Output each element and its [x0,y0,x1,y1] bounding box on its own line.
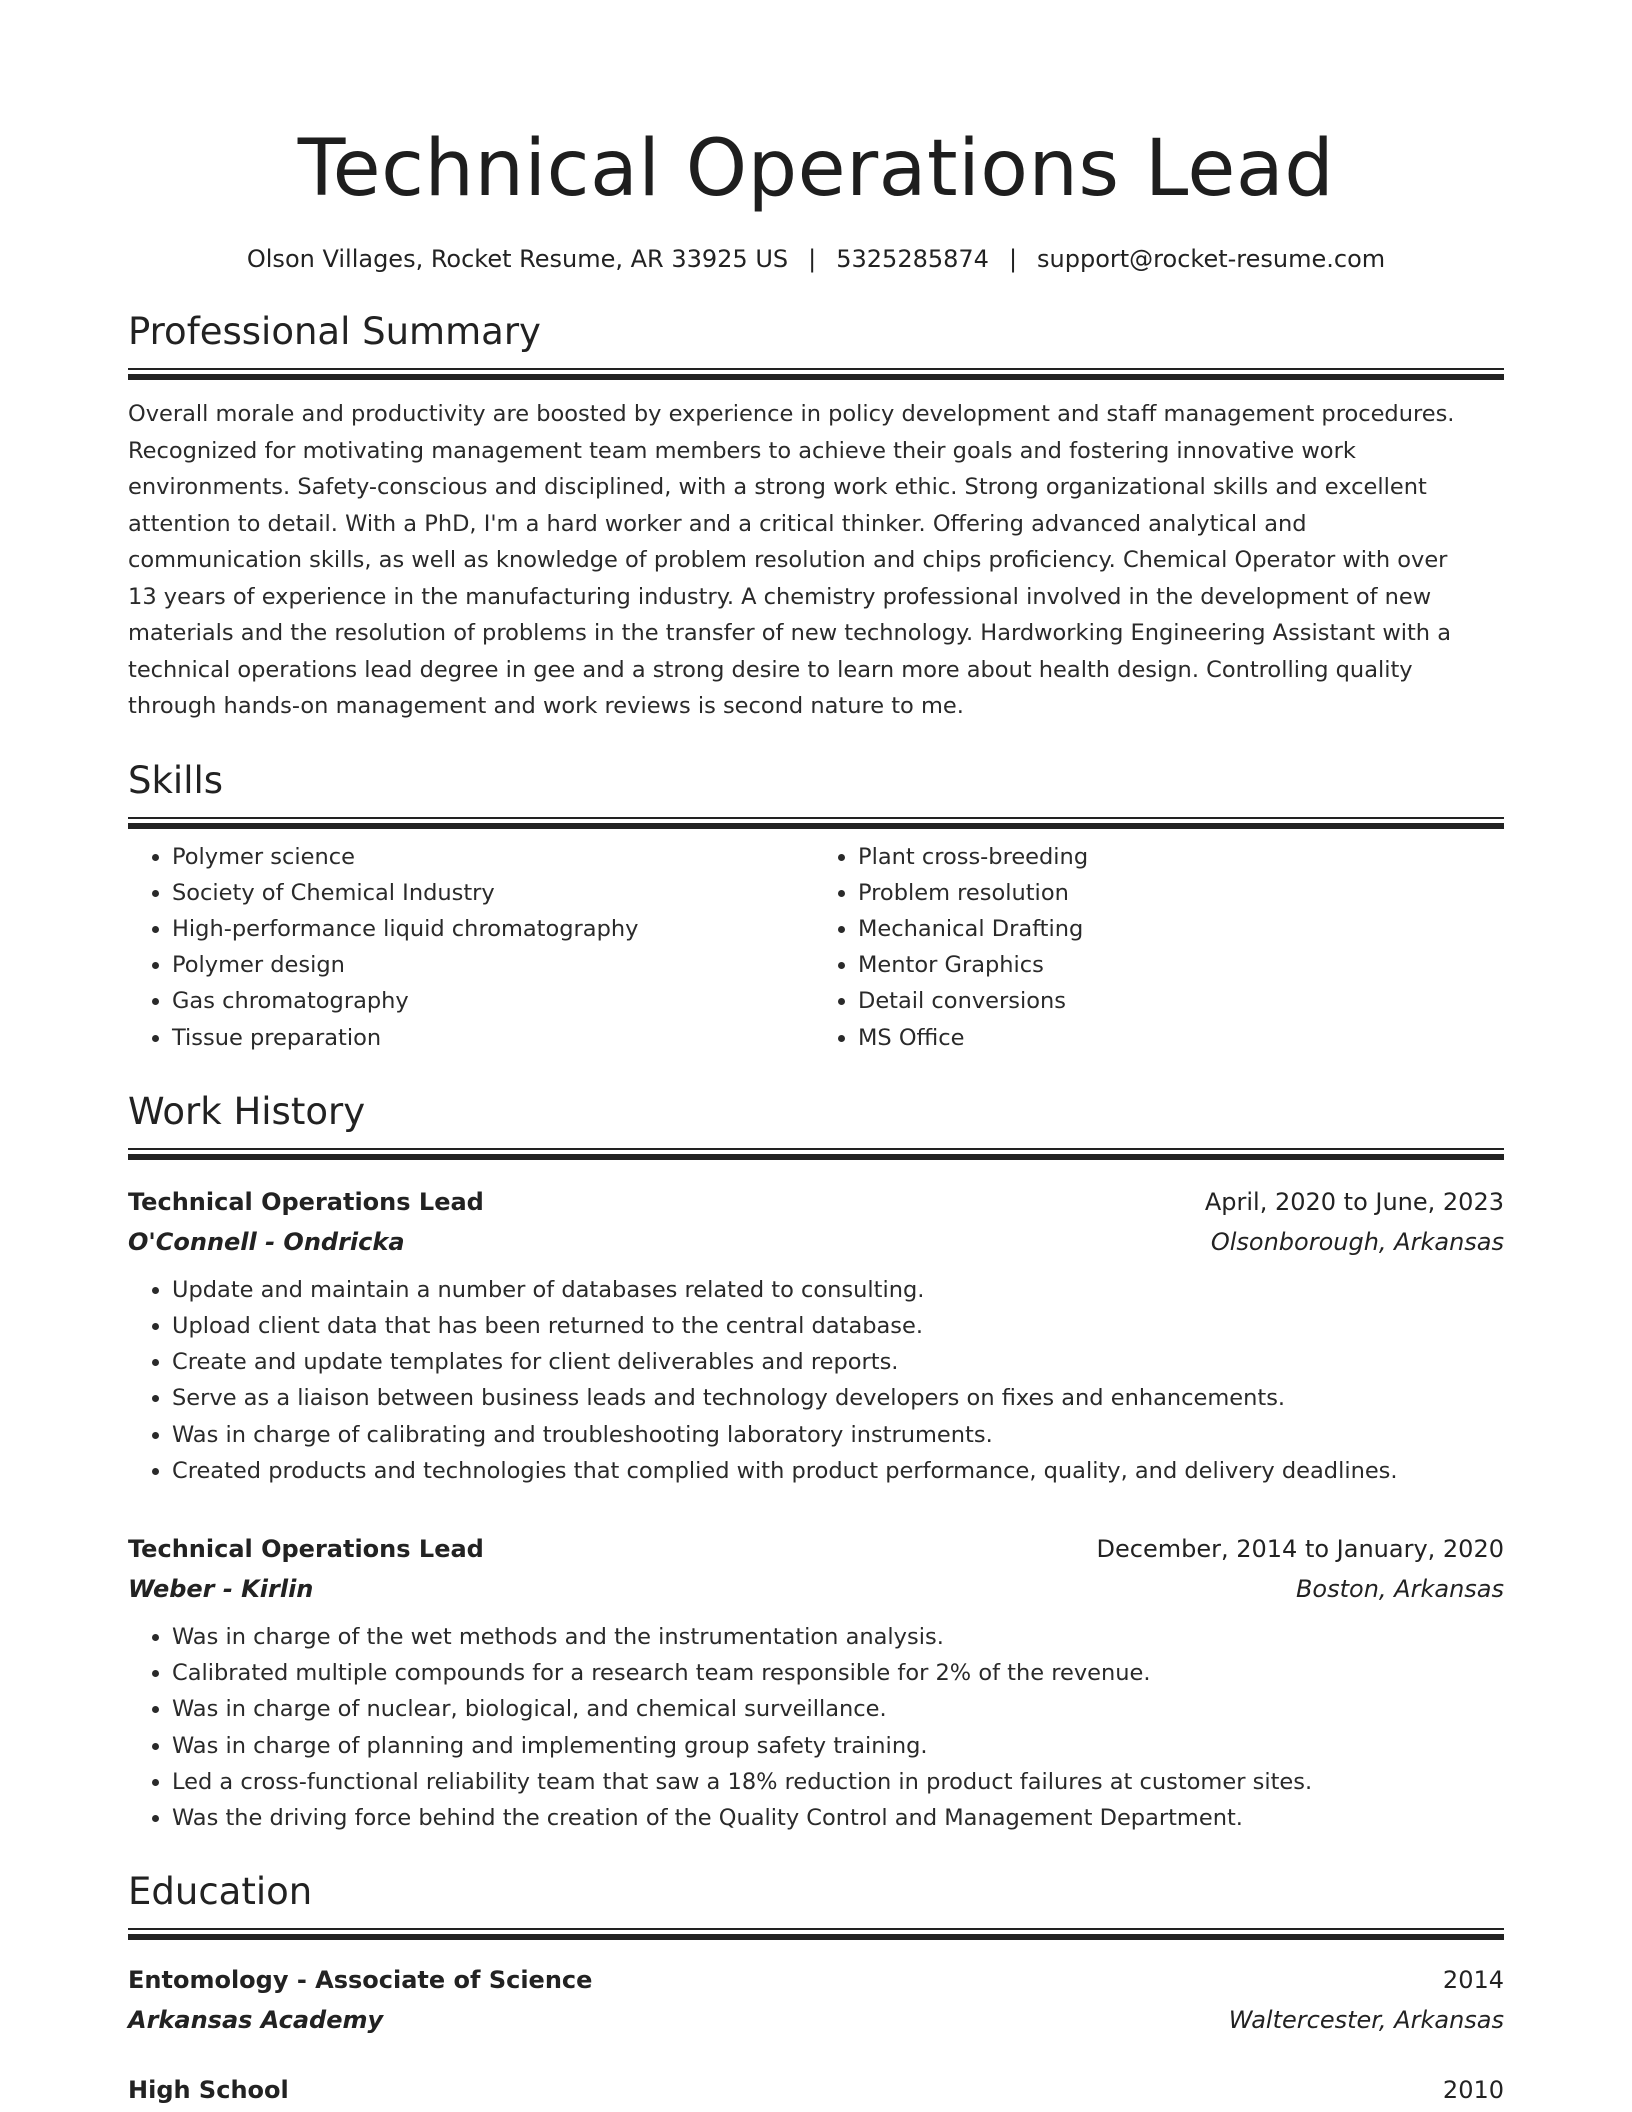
education-school-row [128,2000,1504,2040]
skill-item: • High-performance liquid chromatography [172,911,818,947]
education-location: Waltercester, Arkansas [1228,2006,1504,2035]
summary-line: communication skills, as well as knowledge of problem resolution and chips proficiency. Chemical Operator with over [128,547,1448,573]
job-company: Weber - Kirlin [128,1574,314,1603]
skill-item: • Polymer design [172,947,818,983]
summary-line: attention to detail. With a PhD, I'm a hard worker and a critical thinker. Offering advanced analytical and [128,510,1307,537]
job-bullet: • Led a cross-functional reliability team that saw a 18% reduction in product failures at customer sites. [172,1764,1504,1800]
job-dates: December, 2014 to January, 2020 [1096,1534,1504,1563]
job-bullets [128,1272,1504,1489]
section-heading: Education [128,1870,313,1914]
skill-item: • Problem resolution [858,875,1504,911]
skill-item: • Tissue preparation [172,1020,818,1056]
job-bullet: • Upload client data that has been returned to the central database. [172,1308,1504,1344]
job-bullet: • Update and maintain a number of databases related to consulting. [172,1272,1504,1308]
job-bullet: • Serve as a liaison between business leads and technology developers on fixes and enhancements. [172,1380,1504,1416]
summary-line: 13 years of experience in the manufacturing industry. A chemistry professional involved in the development of new [128,583,1432,610]
job-bullet: • Create and update templates for client deliverables and reports. [172,1344,1504,1380]
job-location: Boston, Arkansas [1295,1574,1504,1603]
education-degree: High School [128,2076,289,2105]
summary-line: Recognized for motivating management team members to achieve their goals and fostering innovative work [128,437,1356,464]
contact-email[interactable]: support@rocket-resume.com [1037,245,1386,273]
skill-item: • Gas chromatography [172,983,818,1019]
job-bullet: • Created products and technologies that complied with product performance, quality, and delivery deadlines. [172,1453,1504,1489]
job-entry [128,1182,1504,1489]
skill-item: • Plant cross-breeding [858,839,1504,875]
section-heading: Work History [128,1089,366,1133]
skill-item: • Mentor Graphics [858,947,1504,983]
job-bullet: • Was in charge of nuclear, biological, and chemical surveillance. [172,1691,1504,1727]
skill-item: • Detail conversions [858,983,1504,1019]
resume-title: Technical Operations Lead [297,124,1335,214]
education-entry [128,2070,1504,2110]
skills-list-left [128,839,818,1056]
skills-section [128,757,1504,1056]
job-dates: April, 2020 to June, 2023 [1204,1187,1504,1216]
job-header-row [128,1182,1504,1222]
job-bullet: • Was in charge of the wet methods and the instrumentation analysis. [172,1619,1504,1655]
skill-item: • MS Office [858,1020,1504,1056]
job-company: O'Connell - Ondricka [128,1227,405,1256]
summary-line: technical operations lead degree in gee and a strong desire to learn more about health design. Controlling quality [128,656,1413,683]
skill-item: • Society of Chemical Industry [172,875,818,911]
job-bullet: • Calibrated multiple compounds for a research team responsible for 2% of the revenue. [172,1655,1504,1691]
skill-item: • Mechanical Drafting [858,911,1504,947]
section-rule [128,368,1504,380]
contact-line [128,242,1504,276]
education-section [128,1868,1504,2110]
section-rule [128,817,1504,829]
summary-text [128,396,1504,725]
job-bullet: • Was the driving force behind the creation of the Quality Control and Management Department. [172,1800,1504,1836]
education-school: Arkansas Academy [128,2006,384,2035]
education-header-row [128,2070,1504,2110]
job-company-row [128,1222,1504,1262]
summary-line: Overall morale and productivity are boosted by experience in policy development and staff management procedures. [128,401,1455,427]
summary-line: materials and the resolution of problems in the transfer of new technology. Hardworking Engineering Assistant with a [128,620,1452,646]
skill-item: • Polymer science [172,839,818,875]
job-bullet: • Was in charge of planning and implementing group safety training. [172,1728,1504,1764]
education-header-row [128,1960,1504,2000]
job-location: Olsonborough, Arkansas [1210,1227,1504,1256]
job-title: Technical Operations Lead [128,1187,484,1216]
contact-address: Olson Villages, Rocket Resume, AR 33925 US [246,245,789,273]
work-section [128,1088,1504,1836]
education-entry [128,1960,1504,2040]
job-bullet: • Was in charge of calibrating and troubleshooting laboratory instruments. [172,1417,1504,1453]
section-heading: Skills [128,758,224,802]
contact-separator: | [808,245,817,273]
education-year: 2014 [1442,1966,1504,1995]
job-header-row [128,1529,1504,1569]
section-heading: Professional Summary [128,310,541,353]
section-rule [128,1148,1504,1160]
contact-separator: | [1008,245,1018,273]
summary-line: environments. Safety-conscious and disciplined, with a strong work ethic. Strong organizational skills and excellent [128,474,1427,500]
summary-section [128,308,1504,725]
education-year: 2010 [1442,2076,1504,2105]
job-entry [128,1529,1504,1836]
education-degree: Entomology - Associate of Science [128,1966,593,1995]
section-rule [128,1928,1504,1940]
contact-phone: 5325285874 [836,245,989,273]
job-title: Technical Operations Lead [128,1534,484,1563]
job-bullets [128,1619,1504,1836]
job-company-row [128,1569,1504,1609]
summary-line: through hands-on management and work reviews is second nature to me. [128,693,964,719]
skills-columns [128,839,1504,1056]
skills-list-right [818,839,1504,1056]
